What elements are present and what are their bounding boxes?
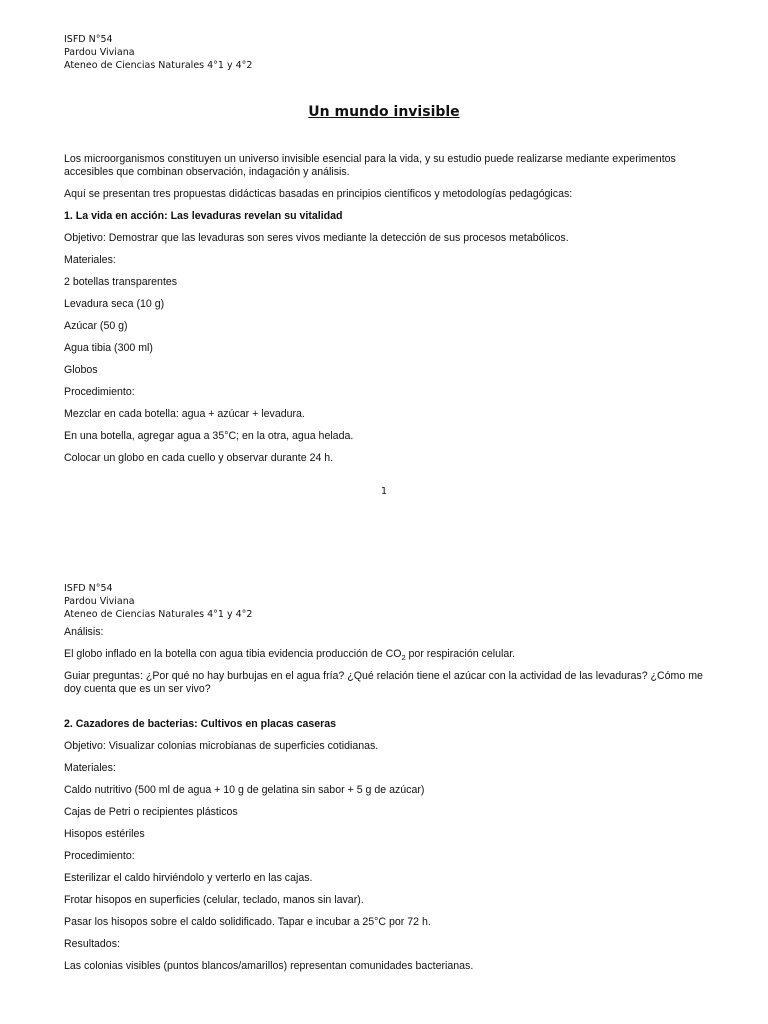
material-item: Agua tibia (300 ml) xyxy=(64,342,153,354)
header-author: Pardou Viviana xyxy=(64,596,135,607)
page-body xyxy=(64,153,709,474)
procedure-step: Mezclar en cada botella: agua + azúcar + levadura. xyxy=(64,408,305,420)
objective-text: Objetivo: Visualizar colonias microbianas de superficies cotidianas. xyxy=(64,740,379,752)
materials-label: Materiales: xyxy=(64,762,116,774)
material-item: Levadura seca (10 g) xyxy=(64,298,165,310)
results-label: Resultados: xyxy=(64,938,120,950)
analysis-label: Análisis: xyxy=(64,626,104,638)
section-heading: 2. Cazadores de bacterias: Cultivos en placas caseras xyxy=(64,718,337,730)
procedure-label: Procedimiento: xyxy=(64,850,135,862)
intro-paragraph: Los microorganismos constituyen un universo invisible esencial para la vida, y su estudio puede realizarse mediante experimentos accesibles que combinan observación, indagación y análisis. xyxy=(64,153,676,178)
page-number: 1 xyxy=(380,486,388,497)
material-item: Cajas de Petri o recipientes plásticos xyxy=(64,806,238,818)
procedure-step: Esterilizar el caldo hirviéndolo y verterlo en las cajas. xyxy=(64,872,313,884)
page-header xyxy=(64,582,252,621)
objective-text: Objetivo: Demostrar que las levaduras son seres vivos mediante la detección de sus procesos metabólicos. xyxy=(64,232,569,244)
procedure-step: Pasar los hisopos sobre el caldo solidificado. Tapar e incubar a 25°C por 72 h. xyxy=(64,916,431,928)
procedure-step: Frotar hisopos en superficies (celular, teclado, manos sin lavar). xyxy=(64,894,364,906)
procedure-step: En una botella, agregar agua a 35°C; en la otra, agua helada. xyxy=(64,430,354,442)
guiding-questions: Guiar preguntas: ¿Por qué no hay burbujas en el agua fría? ¿Qué relación tiene el azúcar con la actividad de las levaduras? ¿Cómo me doy cuenta que es un ser vivo? xyxy=(64,670,703,695)
document-title: Un mundo invisible xyxy=(308,104,460,120)
material-item: Globos xyxy=(64,364,98,376)
header-course: Ateneo de Ciencias Naturales 4°1 y 4°2 xyxy=(64,609,253,620)
section-heading: 1. La vida en acción: Las levaduras revelan su vitalidad xyxy=(64,210,343,222)
procedure-label: Procedimiento: xyxy=(64,386,135,398)
intro-paragraph-2: Aquí se presentan tres propuestas didácticas basadas en principios científicos y metodologías pedagógicas: xyxy=(64,188,573,200)
document-page-2 xyxy=(0,540,768,1024)
procedure-step: Colocar un globo en cada cuello y observar durante 24 h. xyxy=(64,452,334,464)
results-text: Las colonias visibles (puntos blancos/amarillos) representan comunidades bacterianas. xyxy=(64,960,474,972)
material-item: 2 botellas transparentes xyxy=(64,276,178,288)
analysis-text: El globo inflado en la botella con agua tibia evidencia producción de $CO_2$ por respiración celular. xyxy=(64,648,516,663)
page-header xyxy=(64,33,252,72)
header-institution: ISFD N°54 xyxy=(64,583,113,594)
material-item: Caldo nutritivo (500 ml de agua + 10 g de gelatina sin sabor + 5 g de azúcar) xyxy=(64,784,425,796)
materials-label: Materiales: xyxy=(64,254,116,266)
material-item: Azúcar (50 g) xyxy=(64,320,128,332)
header-course: Ateneo de Ciencias Naturales 4°1 y 4°2 xyxy=(64,60,253,71)
material-item: Hisopos estériles xyxy=(64,828,145,840)
header-institution: ISFD N°54 xyxy=(64,34,113,45)
header-author: Pardou Viviana xyxy=(64,47,135,58)
page-body xyxy=(64,626,709,982)
